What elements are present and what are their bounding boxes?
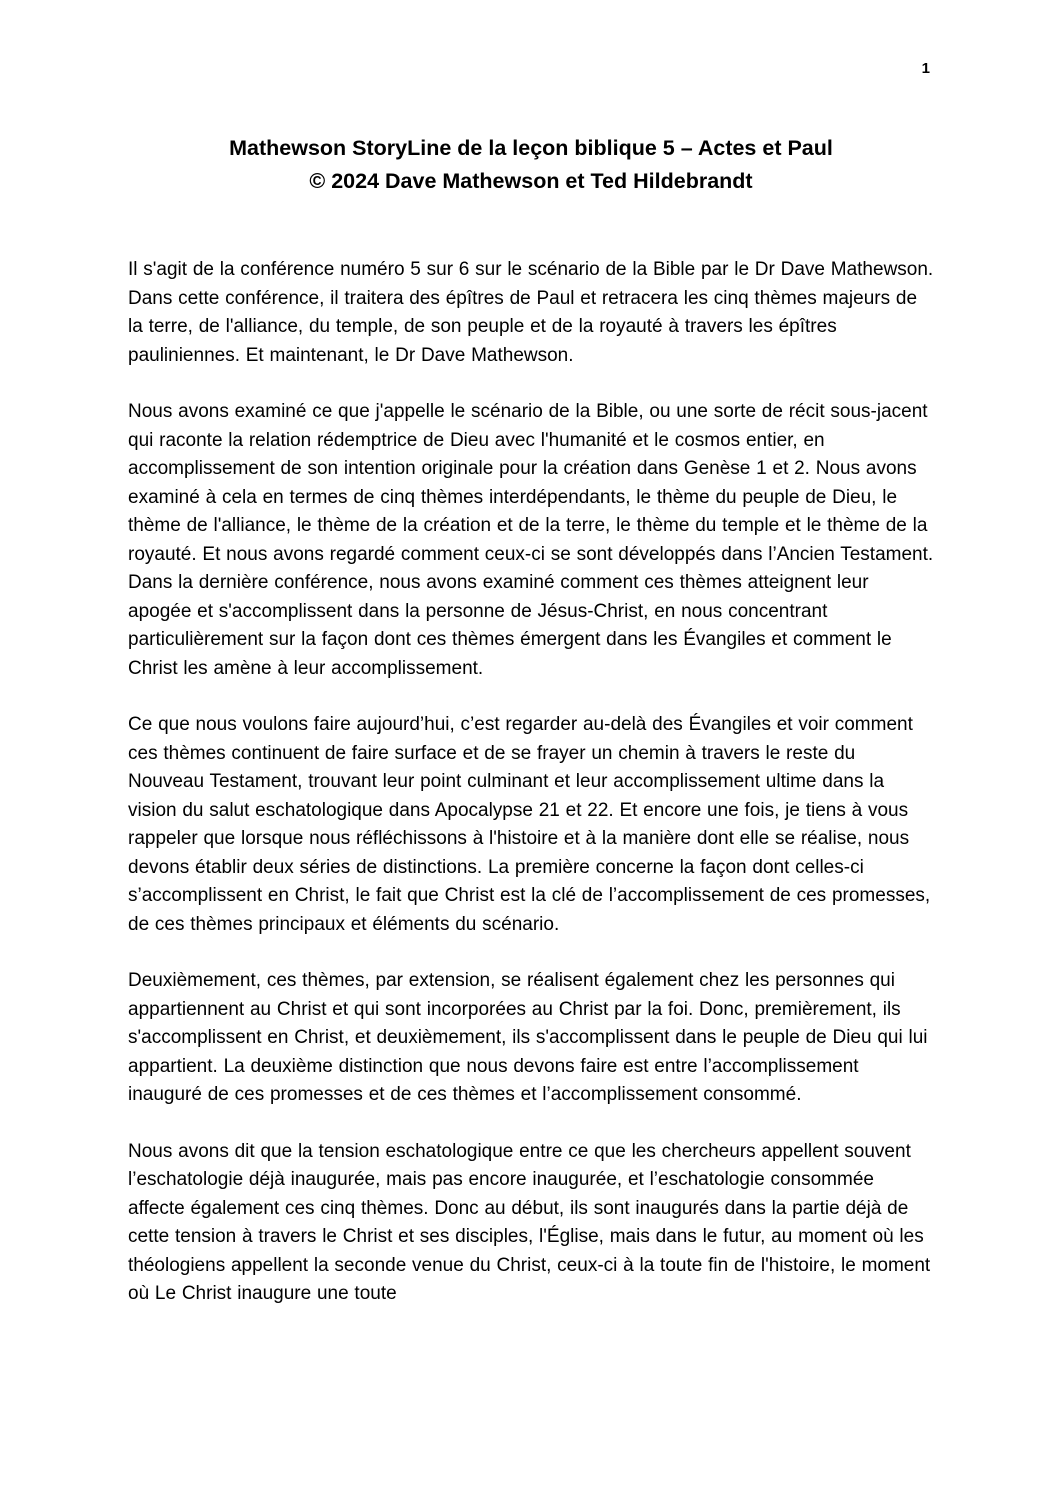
document-body	[128, 256, 934, 1309]
document-content	[128, 132, 934, 1337]
title-line-2: © 2024 Dave Mathewson et Ted Hildebrandt	[309, 169, 753, 193]
title-line-1: Mathewson StoryLine de la leçon biblique 5 – Actes et Paul	[229, 136, 833, 160]
page-number: 1	[921, 60, 930, 77]
paragraph-1: Il s'agit de la conférence numéro 5 sur 6 sur le scénario de la Bible par le Dr Dave Mathewson. Dans cette conférence, il traitera des épîtres de Paul et retracera les cinq thèmes majeurs de la terre, de l'alliance, du temple, de son peuple et de la royauté à travers les épîtres pauliniennes. Et maintenant, le Dr Dave Mathewson.	[128, 259, 934, 366]
paragraph-5: Nous avons dit que la tension eschatologique entre ce que les chercheurs appellent souvent l’eschatologie déjà inaugurée, mais pas encore inaugurée, et l’eschatologie consommée affecte également ces cinq thèmes. Donc au début, ils sont inaugurés dans la partie déjà de cette tension à travers le Christ et ses disciples, l'Église, mais dans le futur, au moment où les théologiens appellent la seconde venue du Christ, ceux-ci à la toute fin de l'histoire, le moment où Le Christ inaugure une toute	[128, 1140, 931, 1304]
document-title	[128, 132, 934, 198]
paragraph-2: Nous avons examiné ce que j'appelle le scénario de la Bible, ou une sorte de récit sous-jacent qui raconte la relation rédemptrice de Dieu avec l'humanité et le cosmos entier, en accomplissement de son intention originale pour la création dans Genèse 1 et 2. Nous avons examiné à cela en termes de cinq thèmes interdépendants, le thème du peuple de Dieu, le thème de l'alliance, le thème de la création et de la terre, le thème du temple et le thème de la royauté. Et nous avons regardé comment ceux-ci se sont développés dans l’Ancien Testament. Dans la dernière conférence, nous avons examiné comment ces thèmes atteignent leur apogée et s'accomplissent dans la personne de Jésus-Christ, en nous concentrant particulièrement sur la façon dont ces thèmes émergent dans les Évangiles et comment le Christ les amène à leur accomplissement.	[128, 401, 934, 679]
paragraph-3: Ce que nous voulons faire aujourd’hui, c’est regarder au-delà des Évangiles et voir comment ces thèmes continuent de faire surface et de se frayer un chemin à travers le reste du Nouveau Testament, trouvant leur point culminant et leur accomplissement ultime dans la vision du salut eschatologique dans Apocalypse 21 et 22. Et encore une fois, je tiens à vous rappeler que lorsque nous réfléchissons à l'histoire et à la manière dont elle se réalise, nous devons établir deux séries de distinctions. La première concerne la façon dont celles-ci s’accomplissent en Christ, le fait que Christ est la clé de l’accomplissement de ces promesses, de ces thèmes principaux et éléments du scénario.	[128, 714, 931, 935]
paragraph-4: Deuxièmement, ces thèmes, par extension, se réalisent également chez les personnes qui appartiennent au Christ et qui sont incorporées au Christ par la foi. Donc, premièrement, ils s'accomplissent en Christ, et deuxièmement, ils s'accomplissent dans le peuple de Dieu qui lui appartient. La deuxième distinction que nous devons faire est entre l’accomplissement inauguré de ces promesses et de ces thèmes et l’accomplissement consommé.	[128, 970, 928, 1105]
